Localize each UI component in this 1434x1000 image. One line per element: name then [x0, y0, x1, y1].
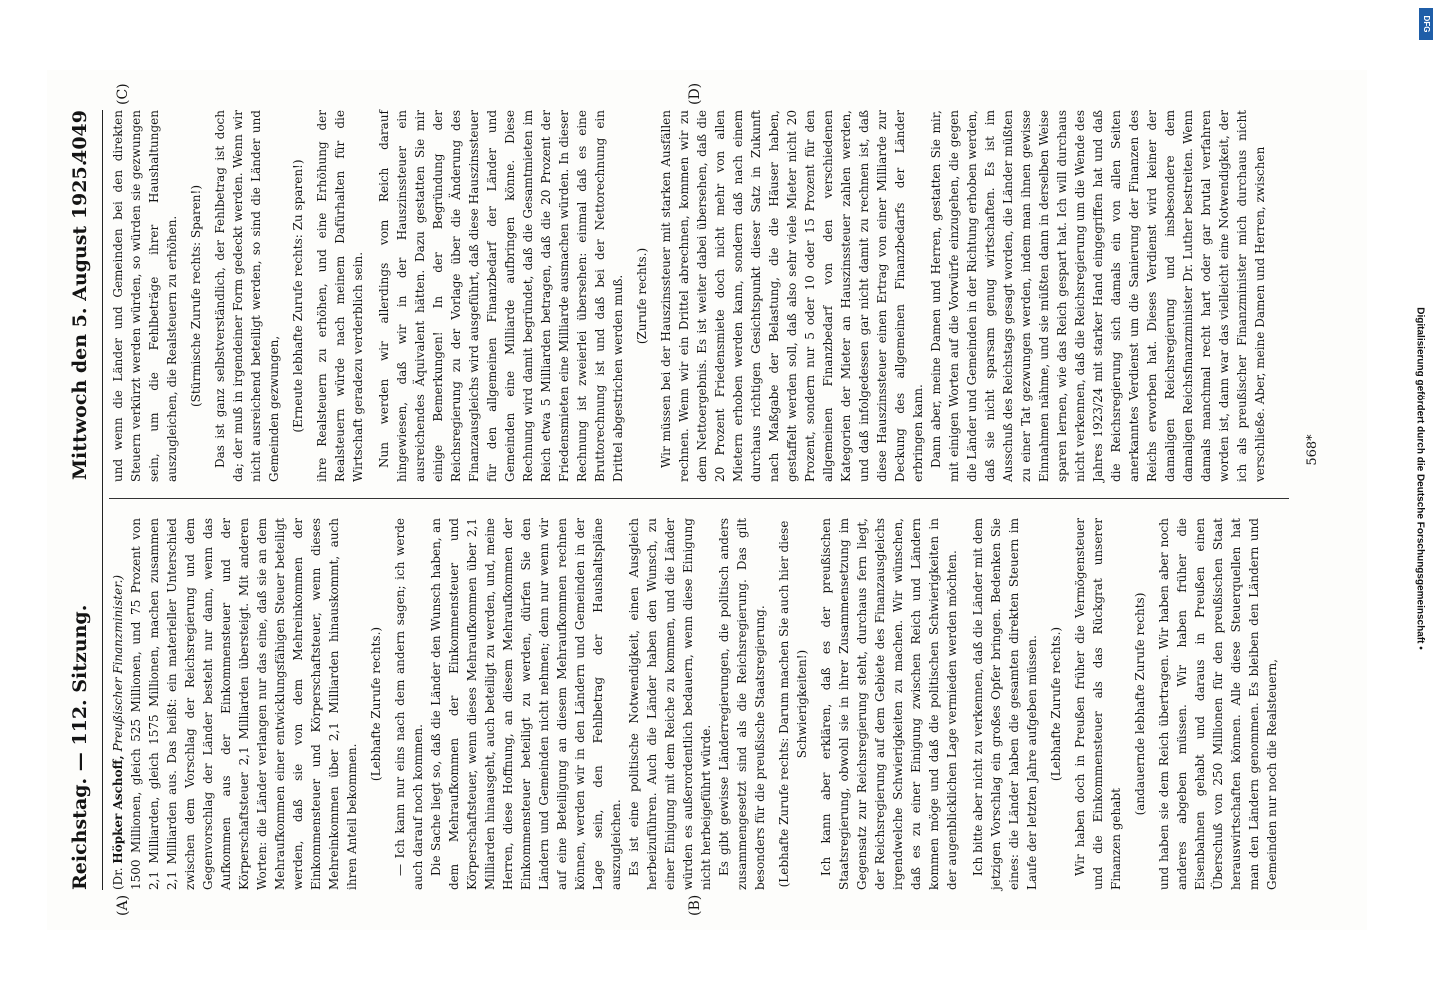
- page-number: 4049: [69, 110, 91, 163]
- signature-mark: 568*: [1305, 434, 1320, 466]
- paragraph: Das ist ganz selbstverständlich, der Fehlbetrag ist doch da; der muß in irgendeiner Form gedeckt werden. Wenn wir nicht ausreichend beteiligt werden, so sind die Länder und Gemeinden gezwungen,: [213, 110, 281, 482]
- interjection: (Erneute lebhafte Zurufe rechts: Zu sparen!): [291, 159, 305, 433]
- paragraph: Ich bitte aber nicht zu verkennen, daß die Länder mit dem jetzigen Vorschlag ein großes Opfer bringen. Bedenken Sie eines: die Länder haben die gesamten direkten Steuern im Laufe der letzten Jahre aufgeben müssen.: [971, 518, 1039, 890]
- scanned-page: [47, 70, 1367, 930]
- margin-letter-d: (D): [687, 82, 703, 105]
- interjection: (Stürmische Zurufe rechts: Sparen!): [189, 184, 203, 408]
- dfg-logo-text: DFG: [1422, 15, 1431, 33]
- header-left: Reichstag. — 112. Sitzung.: [69, 604, 91, 890]
- funding-note-text: Digitalisierung gefördert durch die Deutsche Forschungsgemeinschaft •: [1414, 307, 1426, 650]
- interjection: (Lebhafte Zurufe rechts.): [1049, 626, 1063, 782]
- paragraph: Es ist eine politische Notwendigkeit, einen Ausgleich herbeizuführen. Auch die Länder haben den Wunsch, zu einer Einigung mit dem Reiche zu kommen, und die Länder würden es außerordentlich bedauern, wenn diese Einigung nicht herbeigeführt würde.: [627, 518, 713, 890]
- dfg-logo-icon: [1419, 8, 1433, 40]
- speaker-prefix: (Dr.: [111, 863, 125, 890]
- paragraph: 1500 Millionen, gleich 525 Millionen, und 75 Prozent von 2,1 Milliarden, gleich 1575 Millionen, machen zusammen 2,1 Milliarden aus. Das heißt: ein materieller Unterschied zwischen dem Vorschlag der Reichsregierung und dem Gegenvorschlag der Länder besteht nur dann, wenn das Aufkommen aus der Einkommensteuer und der Körperschaftsteuer 2,1 Milliarden übersteigt. Mit anderen Worten: die Länder verlangen nur das eine, daß sie an dem Mehraufkommen einer entwicklungsfähigen Steuer beteiligt werden, daß sie von dem Mehreinkommen der Einkommensteuer und Körperschaftsteuer, wenn dieses Mehreinkommen über 2,1 Milliarden hinauskommt, auch ihren Anteil bekommen.: [129, 518, 359, 890]
- speaker-role: Preußischer Finanzminister.): [111, 574, 125, 756]
- paragraph: ihre Realsteuern zu erhöhen, und eine Erhöhung der Realsteuern würde nach meinem Dafürhalten für die Wirtschaft geradezu verderblich sein.: [315, 110, 365, 482]
- funding-note: [1409, 10, 1431, 990]
- interjection: (Lebhafte Zurufe rechts: Darum machen Sie auch hier diese Schwierigkeiten!): [777, 520, 809, 888]
- left-column: [109, 518, 1281, 890]
- interjection: (Zurufe rechts.): [635, 247, 649, 345]
- page-header: [69, 110, 99, 890]
- paragraph: Wir müssen bei der Hauszinssteuer mit starken Ausfällen rechnen. Wenn wir ein Drittel abrechnen, kommen wir zu dem Nettoergebnis. Es ist weiter dabei übersehen, daß die 20 Prozent Friedensmiete doch nicht mehr von allen Mietern erhoben werden kann, sondern daß nach einem durchaus richtigen Gesichtspunkt dieser Satz in Zukunft nach Maßgabe der Belastung, die die Häuser haben, gestaffelt werden soll, daß also sehr viele Mieter nicht 20 Prozent, sondern nur 5 oder 10 oder 15 Prozent für den allgemeinen Finanzbedarf von den verschiedenen Kategorien der Mieter an Hauszinssteuer zahlen werden, und daß infolgedessen gar nicht damit zu rechnen ist, daß diese Hauszinssteuer einen Ertrag von einer Milliarde zur Deckung des allgemeinen Finanzbedarfs der Länder erbringen kann.: [659, 110, 925, 482]
- margin-letter-c: (C): [115, 83, 131, 105]
- margin-letter-b: (B): [687, 894, 703, 916]
- speaker-name: Höpker Aschoff,: [111, 755, 125, 864]
- paragraph: Es gibt gewisse Länderregierungen, die politisch anders zusammengesetzt sind als die Reichsregierung. Das gilt besonders für die preußische Staatsregierung.: [717, 518, 767, 890]
- paragraph: Dann aber, meine Damen und Herren, gestatten Sie mir, mit einigen Worten auf die Vorwürfe einzugehen, die gegen die Länder und Gemeinden in der Richtung erhoben werden, daß sie nicht sparsam genug wirtschaften. Es ist im Ausschuß des Reichstags gesagt worden, die Länder müßten zu einer Tat gezwungen werden, indem man ihnen gewisse Einnahmen nähme, und sie müßten dann in derselben Weise sparen lernen, wie das Reich gespart hat. Ich will durchaus nicht verkennen, daß die Reichsregierung um die Wende des Jahres 1923/24 mit starker Hand eingegriffen hat und daß die Reichsregierung sich damals ein von allen Seiten anerkanntes Verdienst um die Sanierung der Finanzen des Reichs erworben hat. Dieses Verdienst wird keiner der damaligen Reichsregierung und insbesondere dem damaligen Reichsfinanzminister Dr. Luther bestreiten. Wenn damals manchmal recht hart oder gar brutal verfahren worden ist, dann war das vielleicht eine Notwendigkeit, der ich als preußischer Finanzminister mich durchaus nicht verschließe. Aber, meine Damen und Herren, zwischen: [929, 110, 1267, 482]
- paragraph: und haben sie dem Reich übertragen. Wir haben aber noch anderes abgeben müssen. Wir haben früher die Eisenbahnen gehabt und daraus in Preußen einen Überschuß von 250 Millionen für den preußischen Staat herauswirtschaften können. Alle diese Steuerquellen hat man den Ländern genommen. Es bleiben den Ländern und Gemeinden nur noch die Realsteuern,: [1157, 518, 1279, 890]
- interjection: (andauernde lebhafte Zurufe rechts): [1133, 592, 1147, 816]
- column-divider: [109, 498, 1289, 499]
- margin-letter-a: (A): [115, 894, 131, 916]
- header-rule: [102, 110, 103, 890]
- paragraph: Wir haben doch in Preußen früher die Vermögensteuer und die Einkommensteuer als das Rückgrat unserer Finanzen gehabt: [1073, 518, 1123, 890]
- right-column: [109, 110, 1269, 482]
- speaker-line: [109, 518, 127, 890]
- paragraph: Ich kann aber erklären, daß es der preußischen Staatsregierung, obwohl sie in ihrer Zusammensetzung im Gegensatz zur Reichsregierung steht, durchaus fern liegt, der Reichsregierung auf dem Gebiete des Finanzausgleichs irgendwelche Schwierigkeiten zu machen. Wir wünschen, daß es zu einer Einigung zwischen Reich und Ländern kommen möge und daß die politischen Schwierigkeiten in der augenblicklichen Lage vermieden werden möchten.: [819, 518, 959, 890]
- paragraph: — Ich kann nur eins nach dem andern sagen; ich werde auch darauf noch kommen.: [393, 518, 425, 890]
- paragraph: Nun werden wir allerdings vom Reich darauf hingewiesen, daß wir in der Hauszinssteuer ein ausreichendes Äquivalent hätten. Dazu gestatten Sie mir einige Bemerkungen! In der Begründung der Reichsregierung zu der Vorlage über die Änderung des Finanzausgleichs wird ausgeführt, daß diese Hauszinssteuer für den allgemeinen Finanzbedarf der Länder und Gemeinden eine Milliarde aufbringen könne. Diese Rechnung wird damit begründet, daß die Gesamtmieten im Reich etwa 5 Milliarden betragen, daß die 20 Prozent der Friedensmieten eine Milliarde ausmachen würden. In dieser Rechnung ist zweierlei übersehen: einmal daß es eine Bruttorechnung ist und daß bei der Nettorechnung ein Drittel abgestrichen werden muß.: [377, 110, 625, 482]
- paragraph: und wenn die Länder und Gemeinden bei den direkten Steuern verkürzt werden würden, so würden sie gezwungen sein, um die Fehlbeträge ihrer Haushaltungen auszugleichen, die Realsteuern zu erhöhen.: [111, 110, 179, 482]
- interjection: (Lebhafte Zurufe rechts.): [369, 626, 383, 782]
- header-date: Mittwoch den 5. August 1925.: [69, 159, 91, 480]
- paragraph: Die Sache liegt so, daß die Länder den Wunsch haben, an dem Mehraufkommen der Einkommensteuer und Körperschaftsteuer, wenn dieses Mehraufkommen über 2,1 Milliarden hinausgeht, auch beteiligt zu werden, und, meine Herren, diese Hoffnung, an diesem Mehraufkommen der Einkommensteuer beteiligt zu werden, dürfen Sie den Ländern und Gemeinden nicht nehmen; denn nur wenn wir auf eine Beteiligung an diesem Mehraufkommen rechnen können, werden wir in den Ländern und Gemeinden in der Lage sein, den Fehlbetrag der Haushaltspläne auszugleichen.: [429, 518, 623, 890]
